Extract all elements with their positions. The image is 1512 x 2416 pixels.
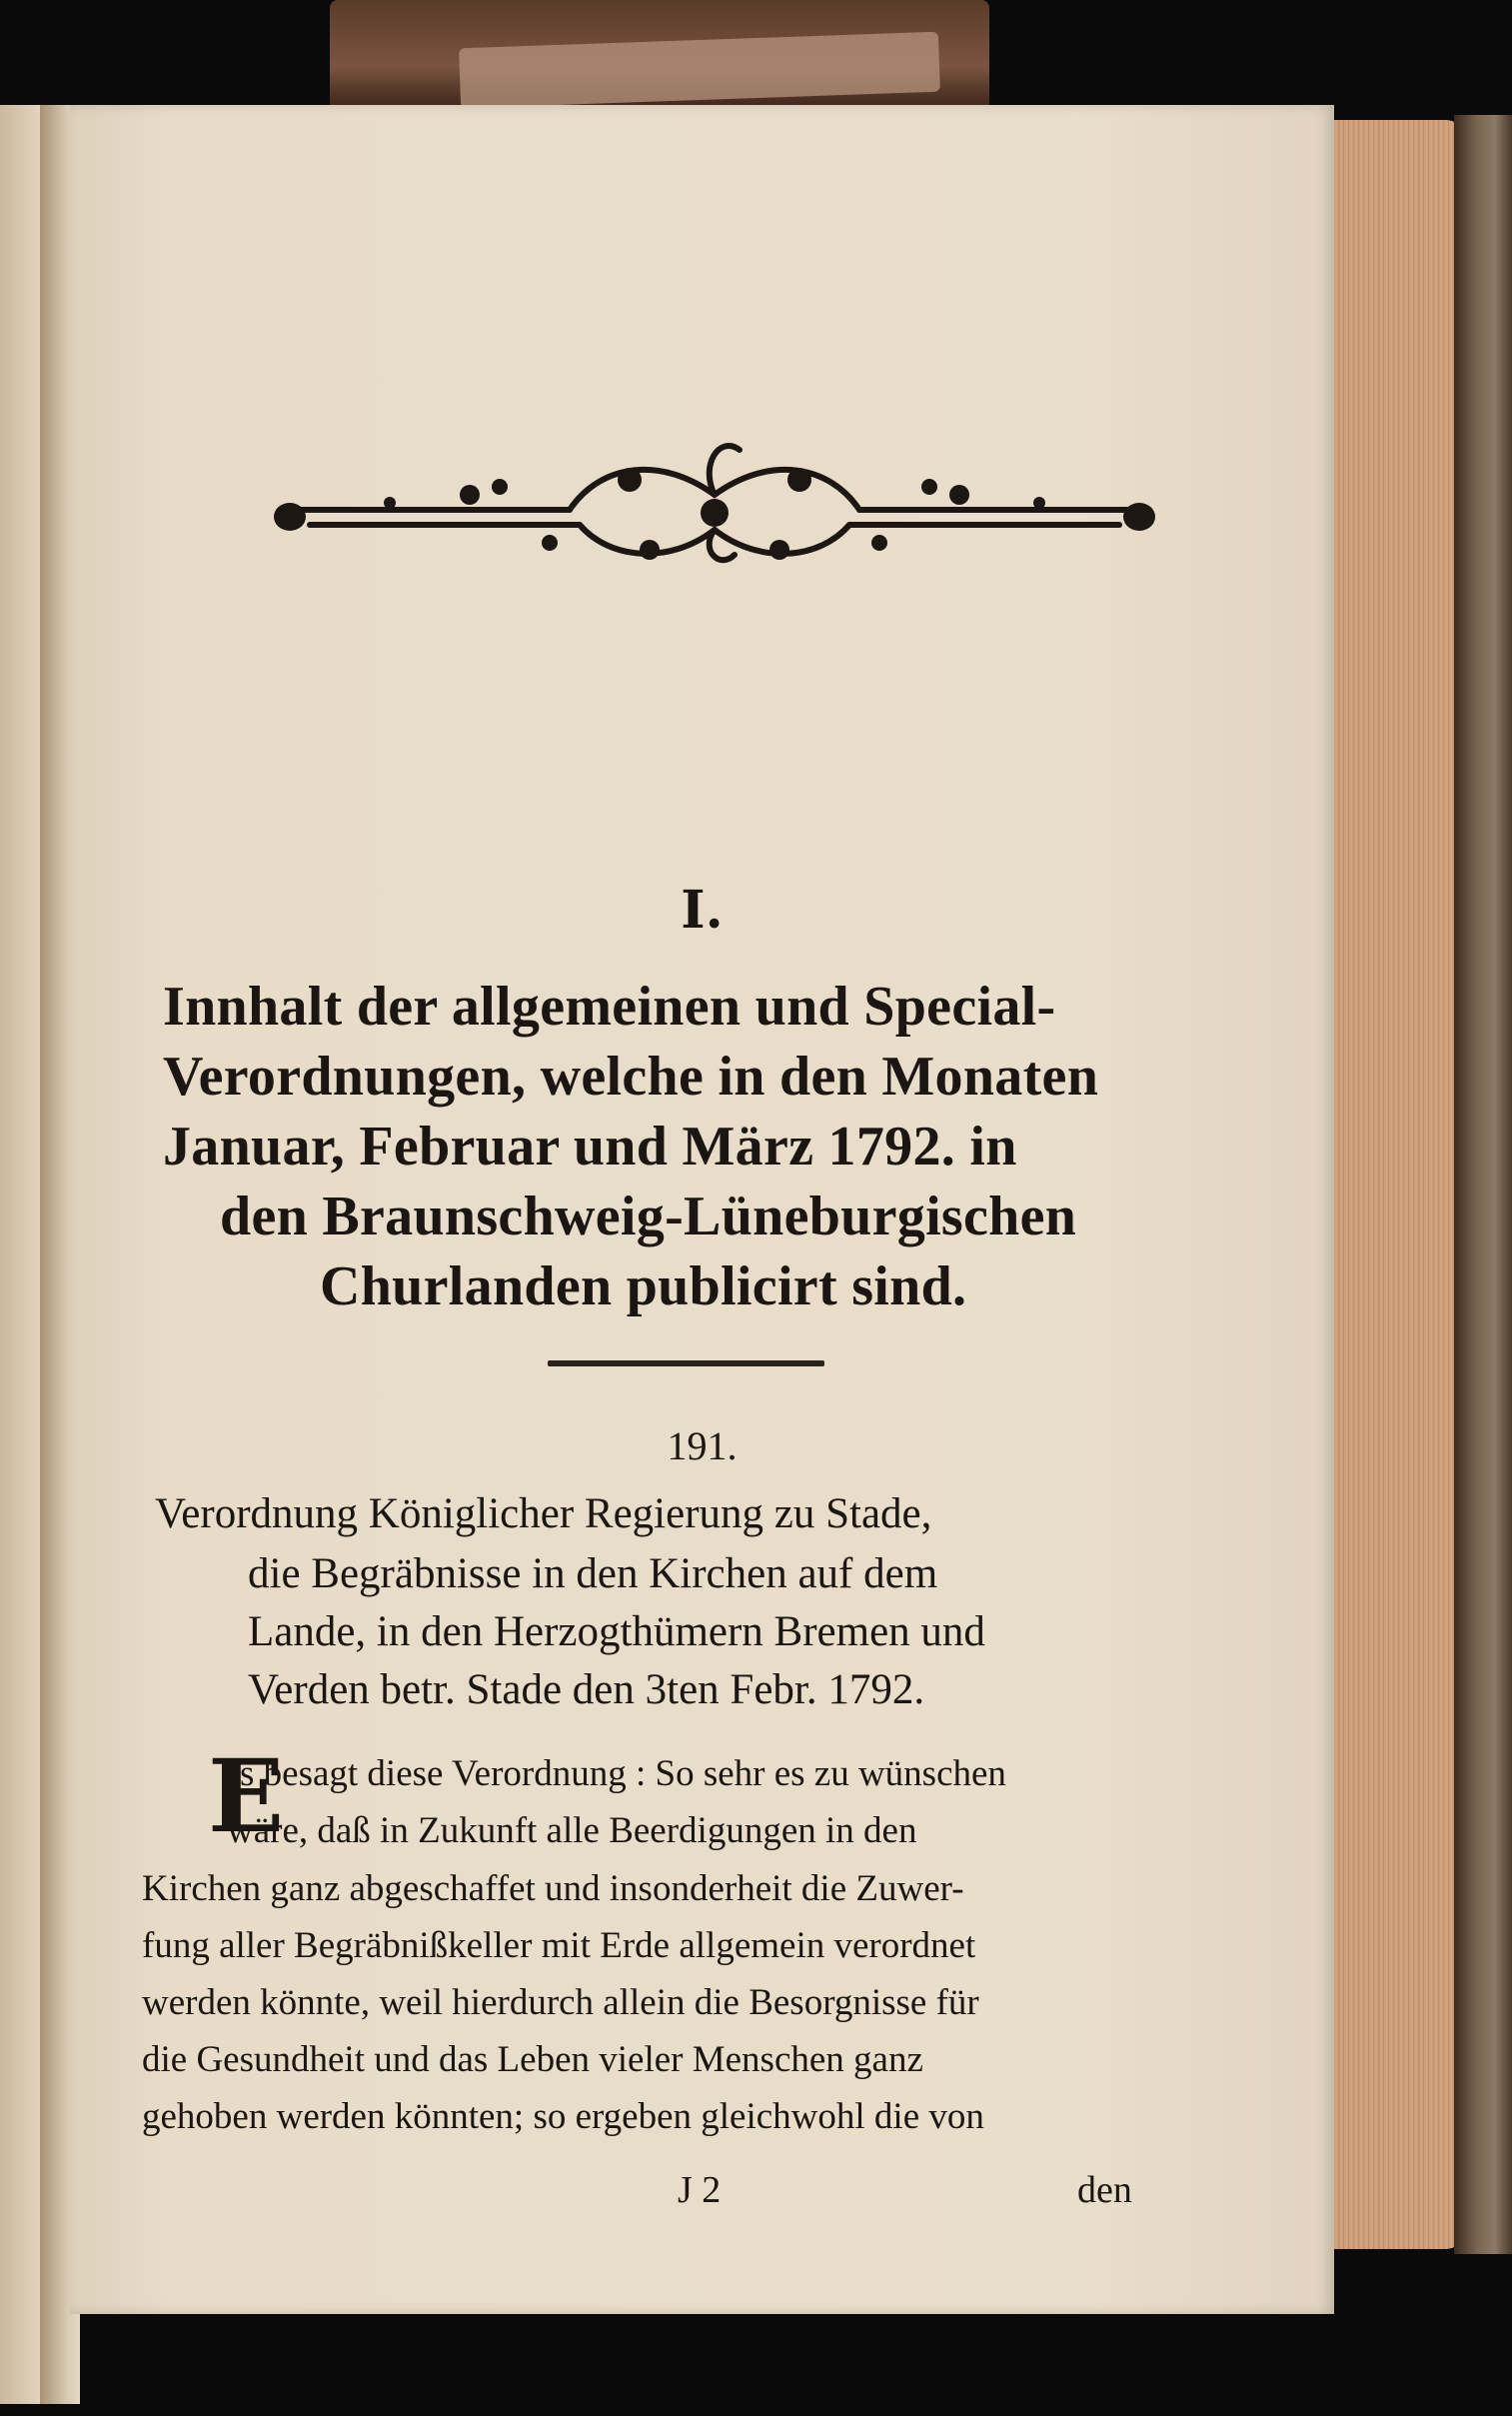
catchword: den [1077, 2169, 1132, 2211]
page-edges [1334, 120, 1464, 2249]
body-line-7: gehoben werden könnten; so ergeben gleichwohl die von [142, 2096, 984, 2137]
body-line-2: wäre, daß in Zukunft alle Beerdigungen in den [227, 1810, 917, 1851]
book-cover-edge [1454, 115, 1512, 2254]
ordinance-number: 191. [667, 1423, 738, 1468]
heading-line-3: Lande, in den Herzogthümern Bremen und [248, 1608, 985, 1655]
body-line-1: s besagt diese Verordnung : So sehr es zu wünschen [240, 1753, 1006, 1794]
body-line-5: werden könnte, weil hierdurch allein die Besorgnisse für [142, 1982, 979, 2023]
title-line-1: Innhalt der allgemeinen und Special- [163, 976, 1056, 1038]
facing-page-edge [0, 105, 40, 2404]
signature-mark: J 2 [678, 2169, 722, 2211]
section-rule [548, 1360, 824, 1366]
title-line-5: Churlanden publicirt sind. [320, 1255, 967, 1317]
heading-line-2: die Begräbnisse in den Kirchen auf dem [248, 1550, 938, 1597]
title-line-2: Verordnungen, welche in den Monaten [163, 1046, 1099, 1108]
book-page [70, 105, 1334, 2314]
body-line-3: Kirchen ganz abgeschaffet und insonderheit die Zuwer- [142, 1868, 964, 1909]
body-line-6: die Gesundheit und das Leben vieler Menschen ganz [142, 2039, 923, 2080]
title-line-3: Januar, Februar und März 1792. in [163, 1116, 1017, 1178]
drop-cap: E [208, 1737, 285, 1855]
heading-line-1: Verordnung Königlicher Regierung zu Stade, [155, 1490, 932, 1537]
heading-line-4: Verden betr. Stade den 3ten Febr. 1792. [248, 1666, 925, 1713]
body-line-4: fung aller Begräbnißkeller mit Erde allgemein verordnet [142, 1925, 976, 1966]
baroque-scroll-ornament-icon [270, 425, 1159, 575]
chapter-number: I. [681, 880, 724, 941]
title-line-4: den Braunschweig-Lüneburgischen [220, 1186, 1077, 1247]
